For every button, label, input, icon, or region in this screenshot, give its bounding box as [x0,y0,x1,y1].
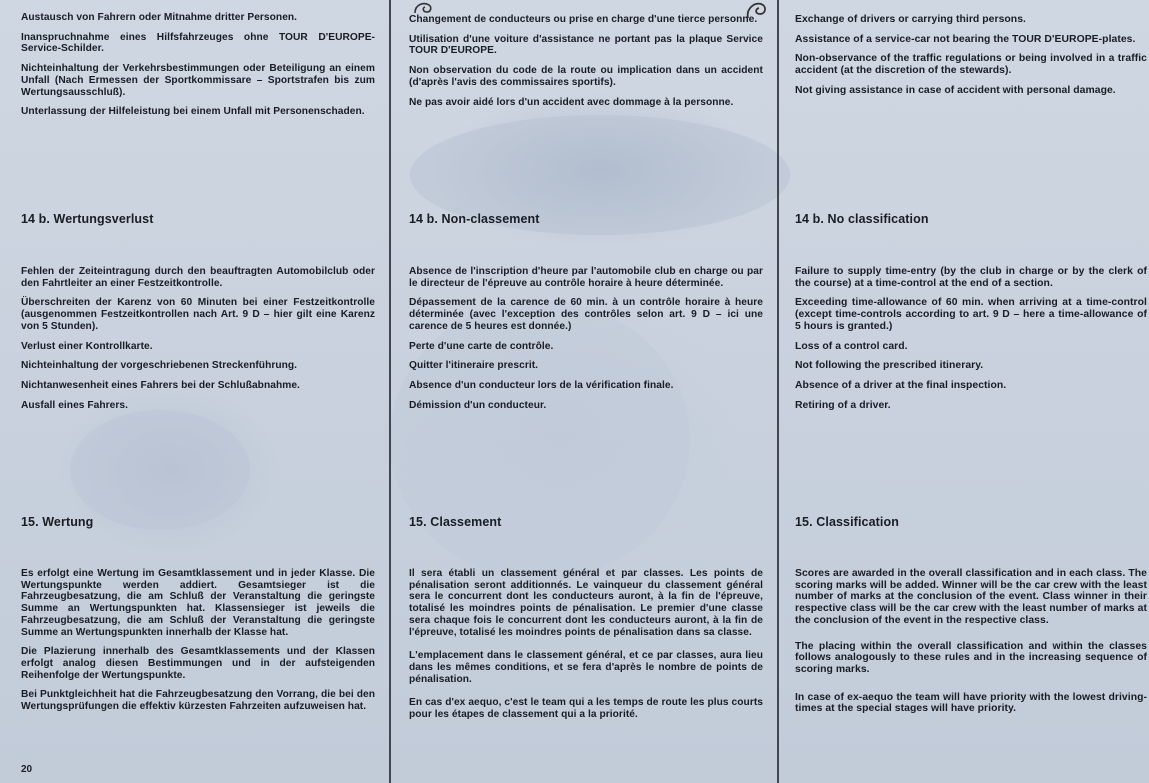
intro-list [21,12,375,126]
section-15-body [409,568,763,729]
section-15-body [21,568,375,721]
paragraph: Non-observance of the traffic regulations or being involved in a traffic accident (at the discretion of the stewards). [795,53,1147,77]
section-heading-14b: 14 b. No classification [795,212,929,226]
section-15-body [795,568,1147,723]
section-heading-15: 15. Wertung [21,515,94,529]
paragraph: L'emplacement dans le classement général, et ce par classes, aura lieu dans les mêmes conditions, et se fera d'après le nombre de points de pénalisation. [409,650,763,685]
paragraph: Bei Punktgleichheit hat die Fahrzeugbesatzung den Vorrang, die bei den Wertungsprüfungen die effektiv kürzesten Fahrzeiten aufzuweisen hat. [21,689,375,713]
section-14b-body [21,266,375,419]
intro-list [795,14,1147,105]
paragraph: Exchange of drivers or carrying third persons. [795,14,1026,25]
paragraph: The placing within the overall classification and within the classes follows analogously to these rules and in the increasing sequence of scoring marks. [795,640,1147,675]
paragraph: Ne pas avoir aidé lors d'un accident avec dommage à la personne. [409,96,734,108]
section-heading-14b: 14 b. Wertungsverlust [21,212,154,226]
paragraph: Austausch von Fahrern oder Mitnahme dritter Personen. [21,12,298,23]
paragraph: Absence of a driver at the final inspection. [795,379,1007,391]
column-french [409,0,763,783]
section-heading-14b: 14 b. Non-classement [409,212,540,226]
paragraph: Retiring of a driver. [795,399,891,411]
paragraph: Loss of a control card. [795,340,908,352]
paragraph: Assistance of a service-car not bearing the TOUR D'EUROPE-plates. [795,33,1136,45]
paragraph: Perte d'une carte de contrôle. [409,340,554,352]
paragraph: Fehlen der Zeiteintragung durch den beauftragten Automobilclub oder den Fahrtleiter an einer Festzeitkontrolle. [21,266,375,289]
paragraph: Scores are awarded in the overall classification and in each class. The scoring marks will be added. Winner will be the car crew with the least number of marks at the conclusion of the event. Class winner in their respective class will be the car crew with the least number of marks at the conclusion of the event in the respective class. [795,568,1147,626]
column-divider-left [389,0,391,783]
column-divider-right [777,0,779,783]
paragraph: Ausfall eines Fahrers. [21,399,128,411]
paragraph: En cas d'ex aequo, c'est le team qui a les temps de route les plus courts pour les étapes de classement qui a la priorité. [409,697,763,721]
page-number: 20 [21,764,33,775]
paragraph: In case of ex-aequo the team will have priority with the lowest driving-times at the special stages will have priority. [795,691,1147,715]
paragraph: Überschreiten der Karenz von 60 Minuten bei einer Festzeitkontrolle (ausgenommen Festzeitkontrollen nach Art. 9 D – hier gilt eine Karenz von 5 Stunden). [21,297,375,332]
paragraph: Nichteinhaltung der Verkehrsbestimmungen oder Beteiligung an einem Unfall (Nach Ermessen der Sportkommissare – Sportstrafen bis zum Wertungsausschluß). [21,63,375,98]
column-german [21,0,375,783]
paragraph: Utilisation d'une voiture d'assistance ne portant pas la plaque Service TOUR D'EUROPE. [409,33,763,57]
intro-list [409,14,763,116]
paragraph: Non observation du code de la route ou implication dans un accident (d'après l'avis des commissaires sportifs). [409,65,763,88]
section-14b-body [409,266,763,419]
paragraph: Il sera établi un classement général et par classes. Les points de pénalisation seront additionnés. Le vainqueur du classement général sera le concurrent dont les conducteurs auront, à la fin de l'épreuve, totalisé les moindres points de pénalisation. Le premier d'une classe sera chaque fois le concurrent dont les conducteurs auront, à la fin de l'épreuve, totalisé les moindres points de pénalisation dans sa classe. [409,568,763,638]
paragraph: Exceeding time-allowance of 60 min. when arriving at a time-control (except time-controls according to art. 9 D – here a time-allowance of 5 hours is granted.) [795,297,1147,332]
column-english [795,0,1147,783]
section-heading-15: 15. Classification [795,515,899,529]
paragraph: Not following the prescribed itinerary. [795,360,984,372]
paragraph: Unterlassung der Hilfeleistung bei einem Unfall mit Personenschaden. [21,106,365,118]
paragraph: Dépassement de la carence de 60 min. à un contrôle horaire à heure déterminée (avec l'exception des contrôles selon art. 9 D – ici une carence de 5 heures est donnée.) [409,297,763,332]
paragraph: Changement de conducteurs ou prise en charge d'une tierce personne. [409,14,758,25]
paragraph: Inanspruchnahme eines Hilfsfahrzeuges ohne TOUR D'EUROPE-Service-Schilder. [21,31,375,55]
paragraph: Verlust einer Kontrollkarte. [21,340,153,352]
paragraph: Die Plazierung innerhalb des Gesamtklassements und der Klassen erfolgt analog diesen Bestimmungen und in der aufsteigenden Reihenfolge der Wertungspunkte. [21,646,375,681]
paragraph: Failure to supply time-entry (by the club in charge or by the clerk of the course) at a time-control at the end of a section. [795,266,1147,289]
paragraph: Nichtanwesenheit eines Fahrers bei der Schlußabnahme. [21,379,300,391]
paragraph: Absence d'un conducteur lors de la vérification finale. [409,379,674,391]
section-14b-body [795,266,1147,419]
paragraph: Nichteinhaltung der vorgeschriebenen Streckenführung. [21,360,298,372]
paragraph: Absence de l'inscription d'heure par l'automobile club en charge ou par le directeur de l'épreuve au contrôle horaire à heure déterminée. [409,266,763,289]
section-heading-15: 15. Classement [409,515,502,529]
paragraph: Es erfolgt eine Wertung im Gesamtklassement und in jeder Klasse. Die Wertungspunkte werden addiert. Gesamtsieger ist die Fahrzeugbesatzung, die am Schluß der Veranstaltung die geringste Summe an Wertungspunkten hat. Klassensieger ist jeweils die Fahrzeugbesatzung, die am Schluß der Veranstaltung die geringste Summe an Wertungspunkten innerhalb der Klasse hat. [21,568,375,638]
paragraph: Démission d'un conducteur. [409,399,547,411]
paragraph: Quitter l'itineraire prescrit. [409,360,539,372]
paragraph: Not giving assistance in case of accident with personal damage. [795,84,1116,96]
